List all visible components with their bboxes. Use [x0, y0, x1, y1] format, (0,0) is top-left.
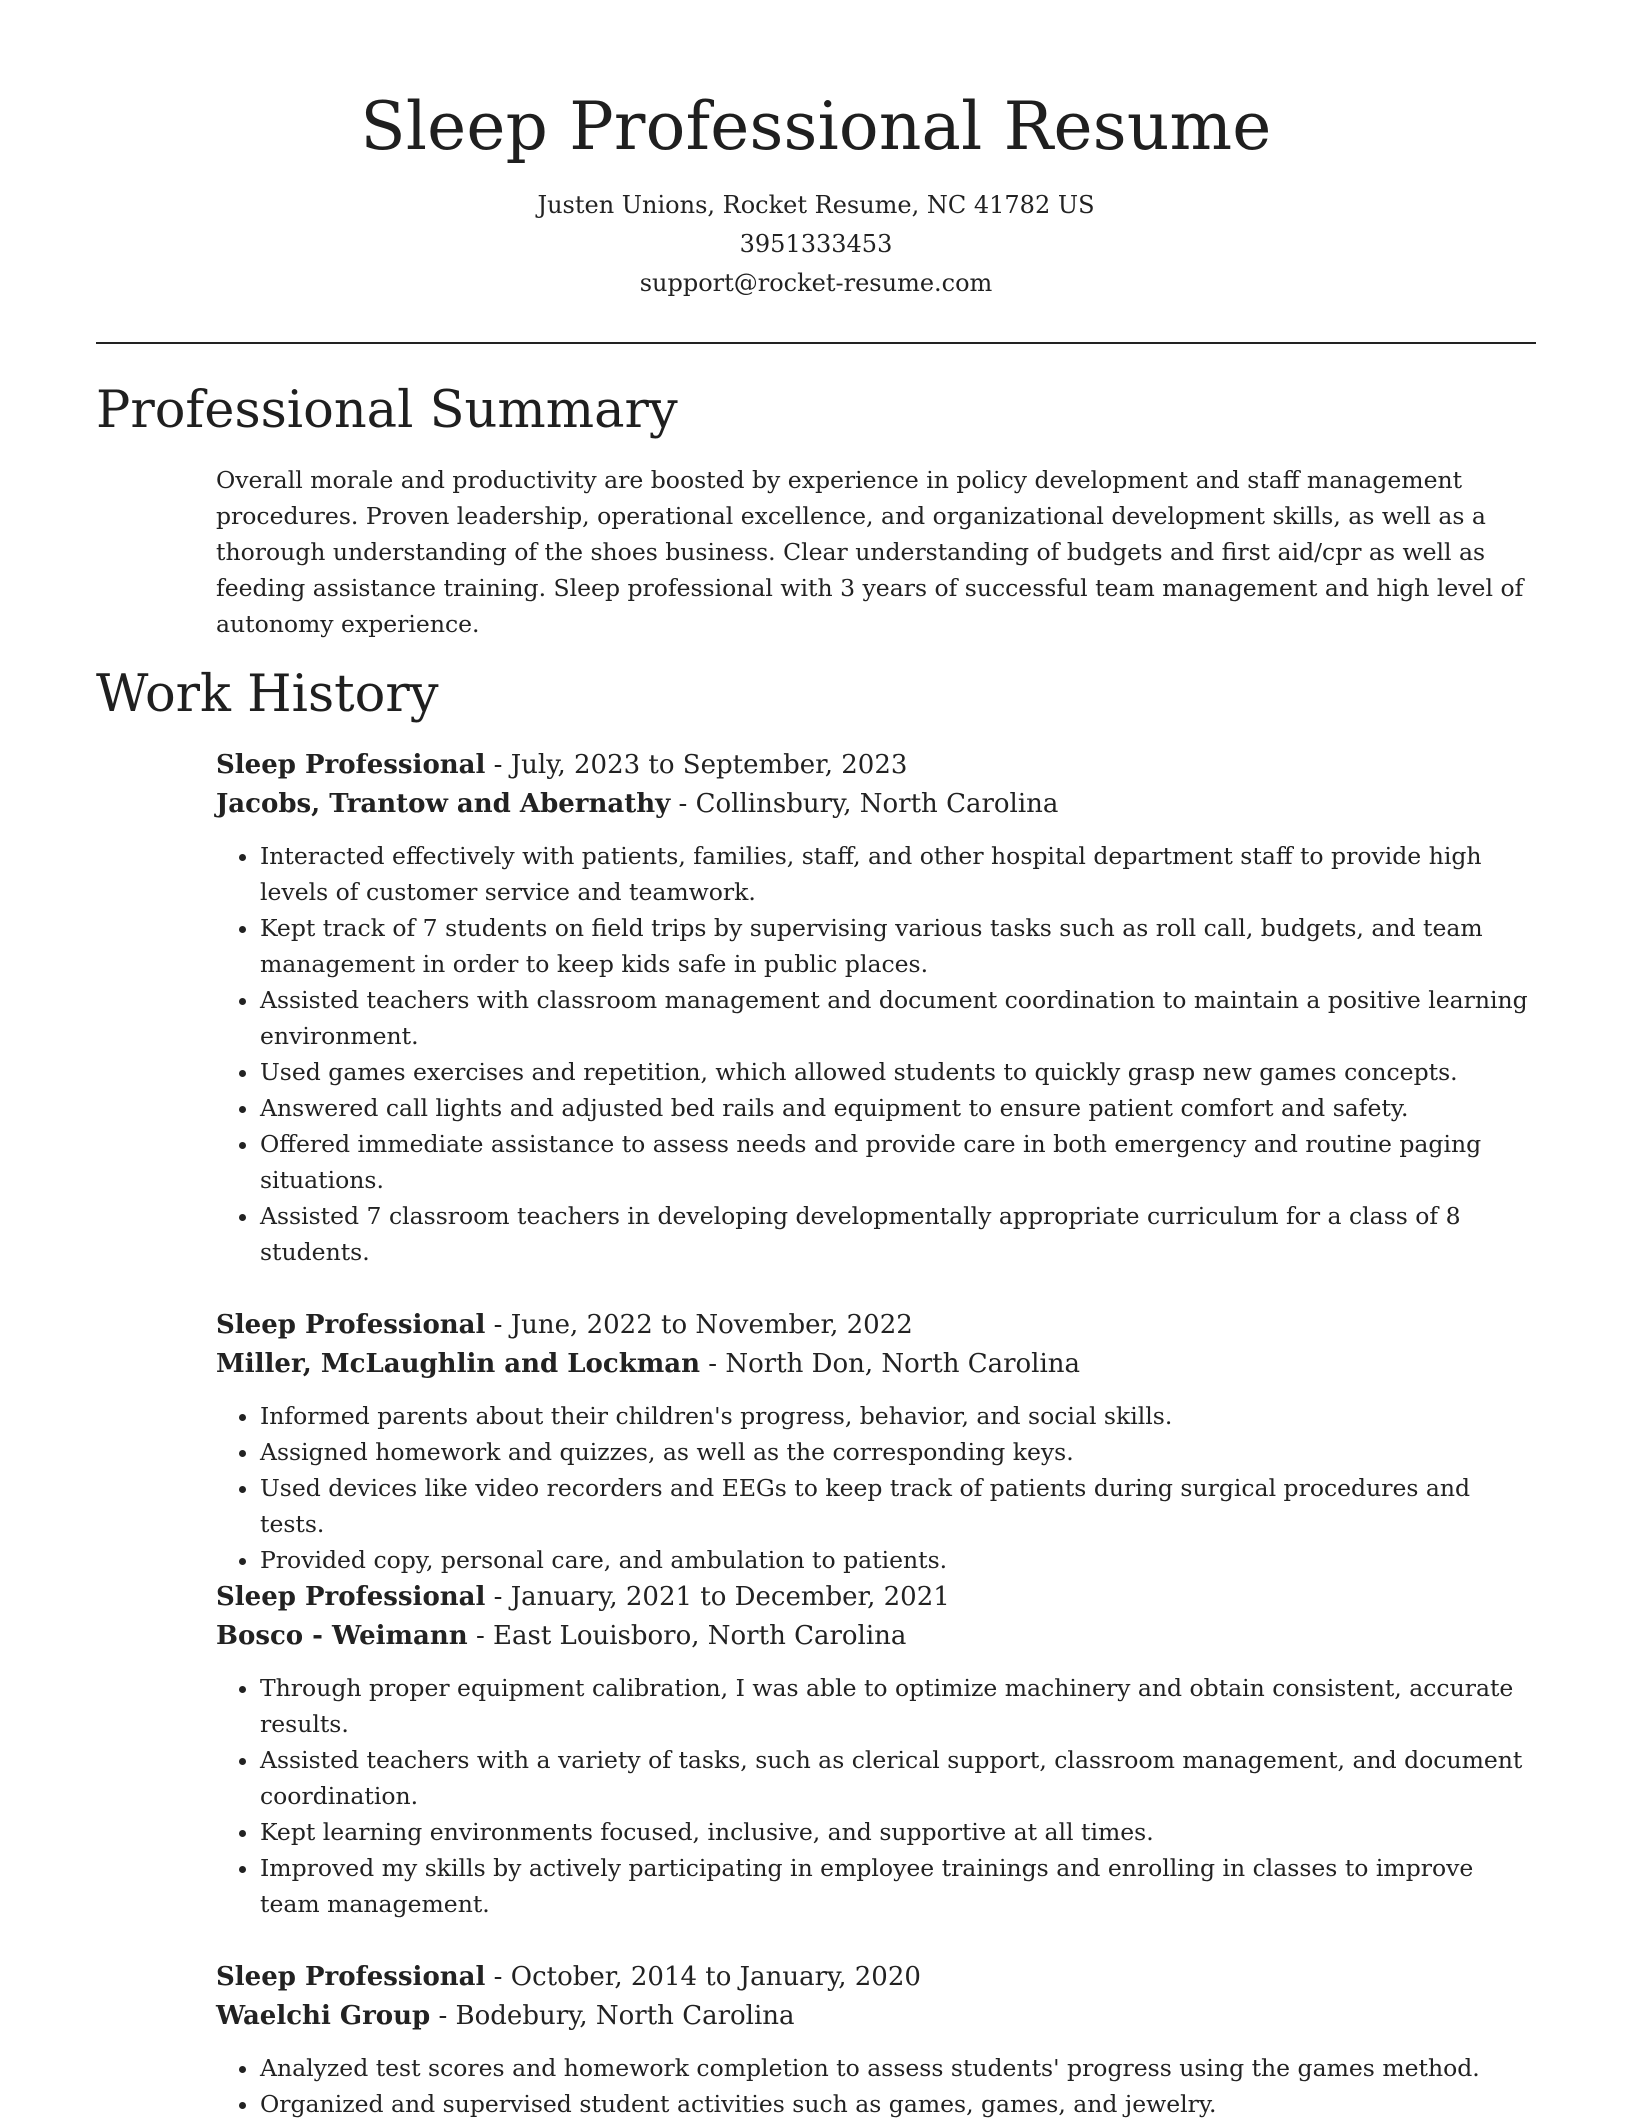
job-company-line [216, 1997, 1536, 2036]
job-dates: October, 2014 to January, 2020 [510, 1962, 921, 1992]
separator: - [700, 1349, 726, 1379]
job-company-line [216, 1345, 1536, 1384]
contact-address: Justen Unions, Rocket Resume, NC 41782 US [537, 191, 1095, 219]
job-bullet: • Assigned homework and quizzes, as well as the corresponding keys. [260, 1434, 1536, 1470]
job-bullet: • Informed parents about their children's progress, behavior, and social skills. [260, 1398, 1536, 1434]
job-bullets [216, 1670, 1536, 1922]
job-company: Miller, McLaughlin and Lockman [216, 1349, 701, 1379]
job-dates: June, 2022 to November, 2022 [510, 1310, 913, 1340]
job-bullet: • Used games exercises and repetition, which allowed students to quickly grasp new games concepts. [260, 1054, 1536, 1090]
job-location: East Louisboro, North Carolina [493, 1621, 907, 1651]
job-title: Sleep Professional [216, 750, 486, 780]
contact-email: support@rocket-resume.com [639, 269, 993, 297]
job-bullet: • Kept learning environments focused, inclusive, and supportive at all times. [260, 1814, 1536, 1850]
job-bullet: • Improved my skills by actively participating in employee trainings and enrolling in classes to improve team management. [260, 1850, 1536, 1922]
job-bullet: • Through proper equipment calibration, I was able to optimize machinery and obtain consistent, accurate results. [260, 1670, 1536, 1742]
job-title: Sleep Professional [216, 1582, 486, 1612]
job-bullet: • Organized and supervised student activities such as games, games, and jewelry. [260, 2086, 1536, 2122]
job-dates: January, 2021 to December, 2021 [510, 1582, 950, 1612]
job-entry [216, 1958, 1536, 2122]
job-title-line [216, 1306, 1536, 1345]
job-location: North Don, North Carolina [725, 1349, 1081, 1379]
separator: - [467, 1621, 494, 1651]
job-title-line [216, 746, 1536, 785]
job-bullet: • Assisted 7 classroom teachers in developing developmentally appropriate curriculum for a class of 8 students. [260, 1198, 1536, 1270]
job-company: Bosco - Weimann [216, 1621, 468, 1651]
separator: - [430, 2001, 456, 2031]
job-bullet: • Kept track of 7 students on field trips by supervising various tasks such as roll call, budgets, and team management in order to keep kids safe in public places. [260, 910, 1536, 982]
job-bullet: • Assisted teachers with a variety of tasks, such as clerical support, classroom management, and document coordination. [260, 1742, 1536, 1814]
job-entry [216, 1578, 1536, 1922]
job-bullet: • Provided copy, personal care, and ambulation to patients. [260, 1542, 1536, 1578]
job-bullets [216, 1398, 1536, 1578]
separator: - [485, 750, 511, 780]
resume-title: Sleep Professional Resume [360, 88, 1272, 165]
job-location: Collinsbury, North Carolina [695, 789, 1059, 819]
job-bullets [216, 838, 1536, 1270]
header-divider [96, 342, 1536, 344]
separator: - [485, 1310, 511, 1340]
job-bullet: • Used devices like video recorders and EEGs to keep track of patients during surgical procedures and tests. [260, 1470, 1536, 1542]
job-bullet: • Assisted teachers with classroom management and document coordination to maintain a positive learning environment. [260, 982, 1536, 1054]
job-title: Sleep Professional [216, 1310, 486, 1340]
job-company: Jacobs, Trantow and Abernathy [216, 789, 671, 819]
job-company-line [216, 785, 1536, 824]
job-entry [216, 1306, 1536, 1578]
job-location: Bodebury, North Carolina [455, 2001, 795, 2031]
contact-phone: 3951333453 [739, 230, 893, 258]
summary-heading: Professional Summary [96, 381, 678, 440]
job-bullet: • Offered immediate assistance to assess needs and provide care in both emergency and routine paging situations. [260, 1126, 1536, 1198]
job-bullets [216, 2050, 1536, 2122]
job-bullet: • Answered call lights and adjusted bed rails and equipment to ensure patient comfort and safety. [260, 1090, 1536, 1126]
separator: - [670, 789, 696, 819]
resume-header [0, 0, 1632, 303]
work-history-heading: Work History [96, 665, 439, 724]
job-entry [216, 746, 1536, 1270]
job-bullet: • Interacted effectively with patients, families, staff, and other hospital department staff to provide high levels of customer service and teamwork. [260, 838, 1536, 910]
job-company-line [216, 1617, 1536, 1656]
separator: - [485, 1962, 511, 1992]
job-bullet: • Analyzed test scores and homework completion to assess students' progress using the games method. [260, 2050, 1536, 2086]
job-dates: July, 2023 to September, 2023 [510, 750, 908, 780]
summary-text: Overall morale and productivity are boosted by experience in policy development and staff management procedures. Proven leadership, operational excellence, and organizational development skills, as well as a thorough understanding of the shoes business. Clear understanding of budgets and first aid/cpr as well as feeding assistance training. Sleep professional with 3 years of successful team management and high level of autonomy experience. [216, 466, 1524, 638]
job-title-line [216, 1958, 1536, 1997]
job-title: Sleep Professional [216, 1962, 486, 1992]
separator: - [485, 1582, 511, 1612]
job-title-line [216, 1578, 1536, 1617]
job-company: Waelchi Group [216, 2001, 431, 2031]
